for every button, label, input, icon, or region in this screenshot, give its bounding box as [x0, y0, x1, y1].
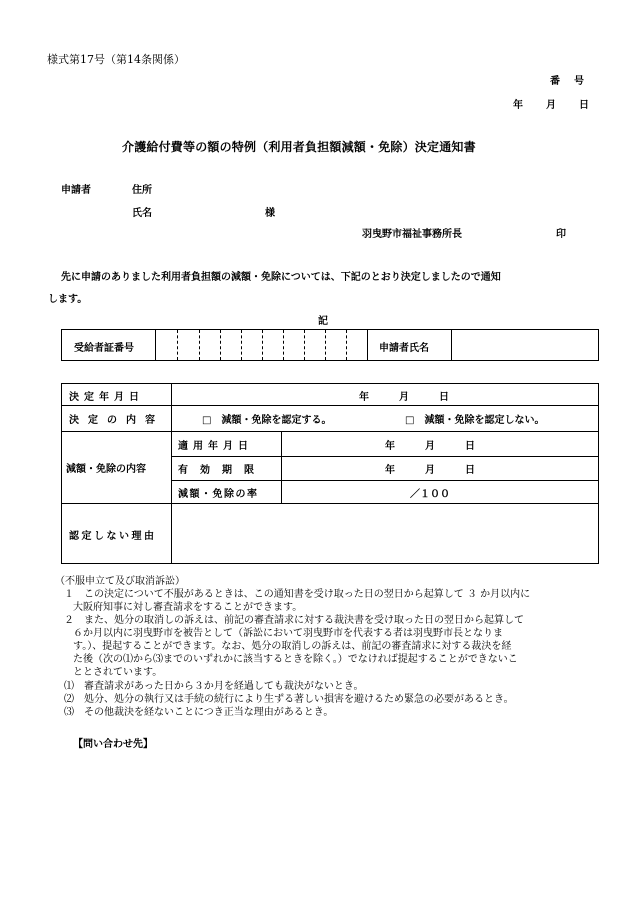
- appeal-item2-line2: ６か月以内に羽曳野市を被告として（訴訟において羽曳野市を代表する者は羽曳野市長となりま: [73, 628, 503, 639]
- address-label: 住所: [132, 185, 152, 196]
- decision-content-label: 決定の内容: [69, 415, 164, 426]
- appeal-sub1: ⑴ 審査請求があった日から３か月を経過しても裁決がないとき。: [64, 681, 364, 692]
- number-label: 番 号: [550, 76, 586, 87]
- rate-value: ／１００: [410, 489, 450, 500]
- form-number: 様式第17号（第14条関係）: [47, 53, 185, 66]
- appeal-item2-line1: ２ また、処分の取消しの訴えは、前記の審査請求に対する裁決書を受け取った日の翌日から起算して: [64, 615, 524, 626]
- appeal-sub3: ⑶ その他裁決を経ないことにつき正当な理由があるとき。: [64, 707, 334, 718]
- name-label: 氏名: [132, 208, 152, 219]
- option-approve: □ 減額・免除を認定する。: [202, 415, 332, 426]
- decision-date-label: 決定年月日: [69, 392, 144, 403]
- reduction-content-label: 減額・免除の内容: [66, 464, 146, 475]
- applicant-name-label: 申請者氏名: [379, 343, 429, 354]
- date-label: 年 月 日: [513, 100, 590, 111]
- appeal-sub2: ⑵ 処分、処分の執行又は手続の続行により生ずる著しい損害を避けるため緊急の必要があるとき。: [64, 694, 514, 705]
- decision-date-value: 年 月 日: [359, 392, 449, 403]
- appeal-item1-line2: 大阪府知事に対し審査請求をすることができます。: [73, 602, 303, 613]
- appeal-item2-line5: ととされています。: [73, 667, 163, 678]
- ki-mark: 記: [318, 316, 328, 327]
- appeal-heading: （不服申立て及び取消訴訟）: [55, 576, 185, 587]
- deny-reason-label: 認定しない理由: [69, 531, 157, 542]
- appeal-item2-line3: す。）、提起することができます。なお、処分の取消しの訴えは、前記の審査請求に対する裁決を経: [73, 641, 512, 652]
- page-title: 介護給付費等の額の特例（利用者負担額減額・免除）決定通知書: [122, 140, 476, 154]
- option-deny: □ 減額・免除を認定しない。: [405, 415, 545, 426]
- apply-date-value: 年 月 日: [385, 441, 475, 452]
- honorific: 様: [265, 208, 275, 219]
- issuer-name: 羽曳野市福祉事務所長: [362, 229, 462, 240]
- seal-mark: 印: [556, 229, 566, 240]
- appeal-item1-line1: １ この決定について不服があるときは、この通知書を受け取った日の翌日から起算して ３ か月以内に: [64, 589, 531, 600]
- apply-date-label: 適用年月日: [178, 441, 253, 452]
- rate-label: 減額・免除の率: [178, 489, 259, 500]
- recipient-number-label: 受給者証番号: [74, 343, 134, 354]
- id-row-table: [61, 329, 599, 361]
- applicant-label: 申請者: [61, 185, 91, 196]
- valid-period-label: 有効期限: [178, 465, 266, 476]
- appeal-item2-line4: た後（次の⑴から⑶までのいずれかに該当するときを除く。）でなければ提起することができないこ: [73, 654, 518, 665]
- valid-period-value: 年 月 日: [385, 465, 475, 476]
- contact-label: 【問い合わせ先】: [73, 739, 153, 750]
- intro-line-2: します。: [48, 294, 88, 305]
- intro-line-1: 先に申請のありました利用者負担額の減額・免除については、下記のとおり決定しましたので通知: [61, 272, 501, 283]
